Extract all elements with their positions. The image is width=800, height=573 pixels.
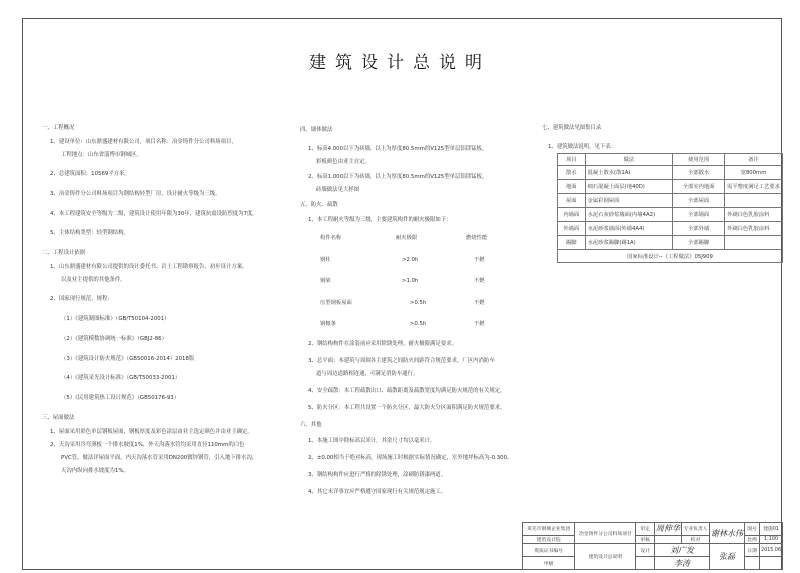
table-cell: 外刷白色乳胶涂料 <box>725 207 783 221</box>
table-cell: 踢脚 <box>558 235 586 249</box>
table-cell: 内墙面 <box>558 207 586 221</box>
table-cell: 水泥砂浆踢脚(踢1A) <box>585 235 673 249</box>
tb-value: 建施01 <box>760 523 783 536</box>
header-cell: 项目 <box>558 154 586 166</box>
header-cell: 使用范围 <box>673 154 725 166</box>
tb-label: 校对 <box>681 535 709 544</box>
text-line: 3、冶金铸件分公司料场项目为钢结构轻型厂房，设计耐火等级为三级。 <box>50 191 221 197</box>
tb-signature <box>710 523 745 544</box>
institute-name: 建筑设计院 <box>523 535 575 544</box>
tb-value: 1:100 <box>760 535 783 544</box>
signature-5: 张磊 <box>719 552 736 562</box>
text-line: 1、山东鼎盛建材有限公司提供的设计委托书、岩土工程勘察报告、初步设计方案， <box>50 264 248 270</box>
table-header-row <box>316 228 491 250</box>
table-cell: 全部踢脚 <box>673 235 725 249</box>
table-cell: 散水 <box>558 165 586 179</box>
text-line: 天沟内纵向排水坡度为1%。 <box>61 468 129 474</box>
table-footer-row <box>558 249 783 262</box>
table-cell: >0.5h <box>410 299 427 306</box>
cert-label: 资质证书编号 <box>523 544 575 557</box>
tb-empty <box>760 557 783 570</box>
table-cell: >0.5h <box>410 321 427 328</box>
header-cell: 燃烧性能 <box>466 235 488 242</box>
column-3 <box>542 125 616 151</box>
tb-empty <box>636 557 655 570</box>
tb-label: 审核 <box>636 535 655 544</box>
tb-value: 2015.06 <box>760 544 783 557</box>
table-cell: >2.0h <box>402 256 419 263</box>
text-line: 砖墙做法见大样图 <box>316 187 360 193</box>
tb-label: 比例 <box>745 535 760 544</box>
section-heading: 七、建筑做法见图集目录 <box>542 125 602 131</box>
table-cell: 混凝土散水(散1A) <box>585 165 673 179</box>
table-row <box>558 235 783 249</box>
text-line: 3、总平面：本建筑与周围各主建筑之间防火间距符合规范要求，厂区内消防车 <box>308 357 495 364</box>
table-cell: 钢柱 <box>320 256 331 263</box>
signature-1: 周伸华 <box>655 524 680 534</box>
text-line: 2、国家现行规范、规程： <box>50 296 113 302</box>
table-cell: 全部外墙 <box>673 221 725 235</box>
table-footer: 国家标准设计--《工程做法》05J909 <box>558 249 783 262</box>
table-cell: 金属彩钢屋面 <box>585 193 673 207</box>
table-cell: 不燃 <box>474 321 485 328</box>
table-header-row <box>558 154 783 166</box>
column-1 <box>42 125 258 475</box>
text-line: （3）《建筑设计防火规范》（GB50016-2014）2018版 <box>61 356 195 362</box>
tb-signature <box>654 523 681 536</box>
company-name: 莱芜市钢城企业集团 <box>523 523 575 536</box>
table-cell: 外墙面 <box>558 221 586 235</box>
table-cell: 宽800mm <box>725 165 783 179</box>
section-heading: 四、墙体做法 <box>300 127 333 133</box>
section-heading: 六、其他 <box>300 421 322 428</box>
table-row <box>316 250 491 272</box>
table-row <box>316 271 491 293</box>
text-line: 4、其它未详事宜应严格遵守国家现行有关规范规定施工。 <box>308 488 447 495</box>
table-cell: 不燃 <box>474 256 485 263</box>
signature-3: 刘广发 <box>669 545 694 555</box>
table-cell: 钢梁 <box>320 278 331 285</box>
section-heading: 五、防火、疏散 <box>300 202 338 208</box>
table-cell: 不燃 <box>474 299 485 306</box>
tb-empty <box>745 557 760 570</box>
table-cell: 钢檩条 <box>320 321 336 328</box>
table-cell: 全部散水 <box>673 165 725 179</box>
header-cell: 构件名称 <box>320 235 342 242</box>
table-cell: 水泥石灰砂浆墙面(内墙4A2) <box>585 207 673 221</box>
text-line: 1、建设单位：山东鼎盛建材有限公司，项目名称：冶金铸件分公司料场项目， <box>50 139 237 145</box>
signature-2: 谢林水伟 <box>711 528 744 538</box>
text-line: 4、安全疏散：本工程疏散出口、疏散距离及疏散宽度均满足防火规范的有关规定。 <box>308 387 506 394</box>
text-line: 2、标高1.000以下为砖墙，以上为厚度80.5mm的V125型单层铝镁锰板， <box>308 174 488 180</box>
tb-label: 审定 <box>636 523 655 536</box>
header-cell: 备注 <box>725 154 783 166</box>
title-block <box>522 522 783 570</box>
table-cell: 需平整度满足工艺要求 <box>725 179 783 193</box>
project-name: 冶金铸件分公司料场项目 <box>575 523 636 544</box>
tb-label: 图号 <box>745 523 760 536</box>
sheet-title: 建筑设计总说明 <box>575 544 636 570</box>
text-line: 1、标高4.000以下为砖墙，以上为厚度80.5mm的V125型单层铝镁锰板， <box>308 146 488 152</box>
tb-value <box>654 535 681 544</box>
text-line: 2、总建筑面积：10569平方米。 <box>50 171 130 177</box>
tb-signature <box>710 544 745 570</box>
tb-signature <box>654 557 709 570</box>
text-line: PVC管，做法详屋面平面，内天沟落水管采用DN200镀锌钢管，引入地下排水沟， <box>61 455 258 461</box>
tb-label: 日期 <box>745 544 760 557</box>
text-line: 2、±0.00相当于绝对标高，现场施工时根据实际情况确定，室外地坪标高为-0.300。 <box>308 454 513 461</box>
table-cell: 全部屋面 <box>673 193 725 207</box>
page-title: 建筑设计总说明 <box>309 53 491 73</box>
text-line: 3、钢结构构件应进行严格的除锈处理，涂刷防锈漆两道。 <box>308 471 447 478</box>
text-line: （5）《民用建筑热工设计规范》（GB50176-93） <box>61 395 180 401</box>
header-cell: 做法 <box>585 154 673 166</box>
table-cell: 压型钢板屋面 <box>320 299 352 306</box>
table-row <box>316 314 491 336</box>
text-line: 1、本施工图中除标高以米计，其余尺寸均以毫米计。 <box>308 437 436 444</box>
text-line: 2、钢结构构件在涂装前应采用除锈处理，耐火极限满足要求。 <box>308 340 457 347</box>
grade-value: 甲级 <box>523 557 575 570</box>
column-2 <box>300 127 512 496</box>
table-cell <box>725 193 783 207</box>
text-line: 道与周边道路相连通，可满足消防车通行。 <box>316 370 419 377</box>
text-line: 以及业主提供的其他条件。 <box>61 277 126 283</box>
text-line: 1、建筑做法说明，见下表： <box>548 144 617 150</box>
text-line: （4）《建筑采光设计标准》（GB/T50033-2001） <box>61 375 181 381</box>
signature-4: 李涛 <box>673 558 690 568</box>
table-row <box>316 293 491 315</box>
text-line: 5、防火分区：本工程共设置一个防火分区，最大防火分区面积满足防火规范要求。 <box>308 404 506 411</box>
tb-label: 专业负责人 <box>681 523 709 536</box>
table-row <box>558 207 783 221</box>
table-row <box>558 193 783 207</box>
tb-signature <box>654 544 709 557</box>
section-heading: 一、工程概况 <box>42 125 75 131</box>
section-heading: 二、工程设计依据 <box>42 250 86 256</box>
table-cell: 水泥砂浆墙面(外墙4A4) <box>585 221 673 235</box>
text-line: 2、天沟采用冷弯薄板一个排水坡度1%，外天沟落水管均采用直径110mm的白色 <box>50 442 245 448</box>
finish-schedule-table <box>557 153 783 263</box>
text-line: （1）《建筑制图标准》（GB/T50104-2001） <box>61 316 170 322</box>
text-line: 1、本工程耐火等级为三级，主要建筑构件的耐火极限如下： <box>308 217 452 223</box>
text-line: 彩板颜色由业主自定。 <box>316 159 370 165</box>
text-line: 工程地点：山东省淄博市钢城区。 <box>61 152 142 158</box>
table-cell: 地面 <box>558 179 586 193</box>
text-line: 5、主体结构类型：轻型钢结构。 <box>50 230 129 236</box>
table-cell: 细石混凝土面层(地40D) <box>585 179 673 193</box>
table-cell: 不燃 <box>474 278 485 285</box>
table-cell: 外刷白色乳胶涂料 <box>725 221 783 235</box>
table-cell: 全部墙面 <box>673 207 725 221</box>
text-line: 4、本工程建筑安全等级为二级，建筑设计使用年限为30年，建筑抗震设防烈度为7度。 <box>50 211 258 217</box>
fire-resistance-table <box>316 228 491 336</box>
table-row <box>558 221 783 235</box>
table-row <box>558 165 783 179</box>
table-cell: >1.0h <box>402 278 419 285</box>
table-cell <box>725 235 783 249</box>
tb-label: 设计 <box>636 544 655 557</box>
table-row <box>558 179 783 193</box>
header-cell: 耐火极限 <box>396 235 418 242</box>
section-heading: 三、屋面做法 <box>42 415 75 421</box>
text-line: 1、屋面采用彩色单层钢板屋面，钢板厚度及彩色涂层由业主选定颜色并由业主确定。 <box>50 429 253 435</box>
text-line: （2）《建筑模数协调统一标准》（GBJ2-86） <box>61 336 167 342</box>
table-cell: 全部室内地面 <box>673 179 725 193</box>
table-cell: 屋面 <box>558 193 586 207</box>
